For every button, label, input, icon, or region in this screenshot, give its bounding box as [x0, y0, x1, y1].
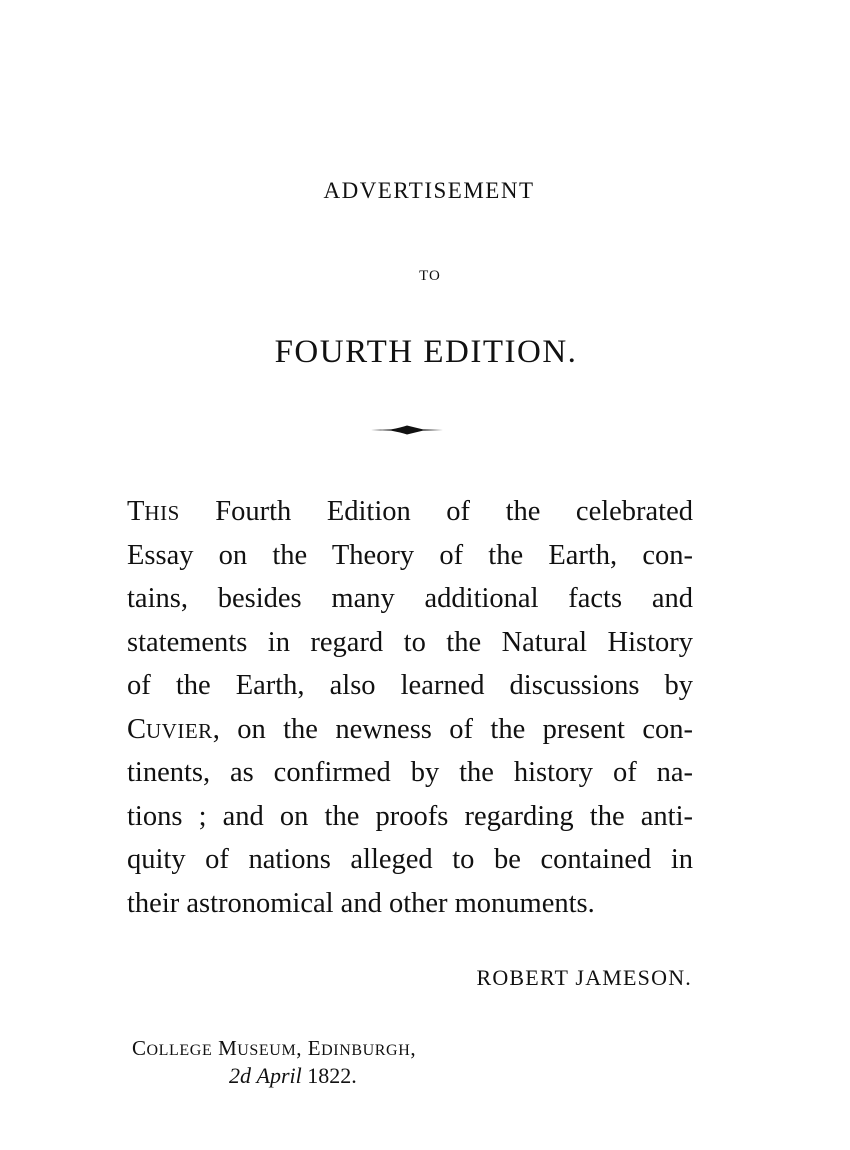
this-initial: T: [127, 496, 145, 527]
body-line-10: their astronomical and other monuments.: [127, 887, 595, 919]
body-line-2: Essay on the Theory of the Earth, con-: [127, 539, 693, 571]
heading-fourth-edition: FOURTH EDITION.: [274, 334, 578, 370]
body-line-6-rest: , on the newness of the present con-: [212, 713, 693, 745]
heading-to: TO: [419, 268, 441, 284]
body-line-5: of the Earth, also learned discussions by: [127, 670, 693, 701]
this-rest: HIS: [144, 501, 180, 525]
college-initial: C: [132, 1036, 147, 1060]
place-separator: ,: [296, 1036, 308, 1060]
place-line: [132, 1036, 416, 1061]
body-line-9: quity of nations alleged to be contained in: [127, 844, 693, 875]
museum-rest: USEUM: [237, 1042, 297, 1059]
date-month: April: [256, 1063, 302, 1088]
body-line-1-rest: Fourth Edition of the celebrated: [179, 496, 693, 527]
college-rest: OLLEGE: [146, 1042, 213, 1059]
date-day: 2d: [229, 1063, 251, 1088]
body-line-7: tinents, as confirmed by the history of na-: [127, 757, 693, 788]
heading-advertisement: ADVERTISEMENT: [323, 178, 535, 203]
body-paragraph: [127, 490, 693, 925]
body-line-6: [127, 708, 693, 752]
museum-initial: M: [218, 1036, 238, 1060]
ornament-rule-icon: [371, 421, 443, 439]
edinburgh-rest: DINBURGH: [321, 1042, 411, 1059]
body-line-3: tains, besides many additional facts and: [127, 583, 693, 614]
body-line-4: statements in regard to the Natural History: [127, 626, 693, 658]
signature: ROBERT JAMESON.: [476, 965, 692, 990]
cuvier-initial: C: [127, 713, 147, 745]
edinburgh-initial: E: [307, 1036, 322, 1060]
body-line-1: [127, 490, 693, 534]
date-line: [229, 1063, 357, 1089]
body-line-8: tions ; and on the proofs regarding the anti-: [127, 800, 693, 832]
place-trailing: ,: [410, 1036, 417, 1060]
cuvier-rest: UVIER: [146, 718, 213, 743]
date-year: 1822.: [307, 1063, 357, 1088]
